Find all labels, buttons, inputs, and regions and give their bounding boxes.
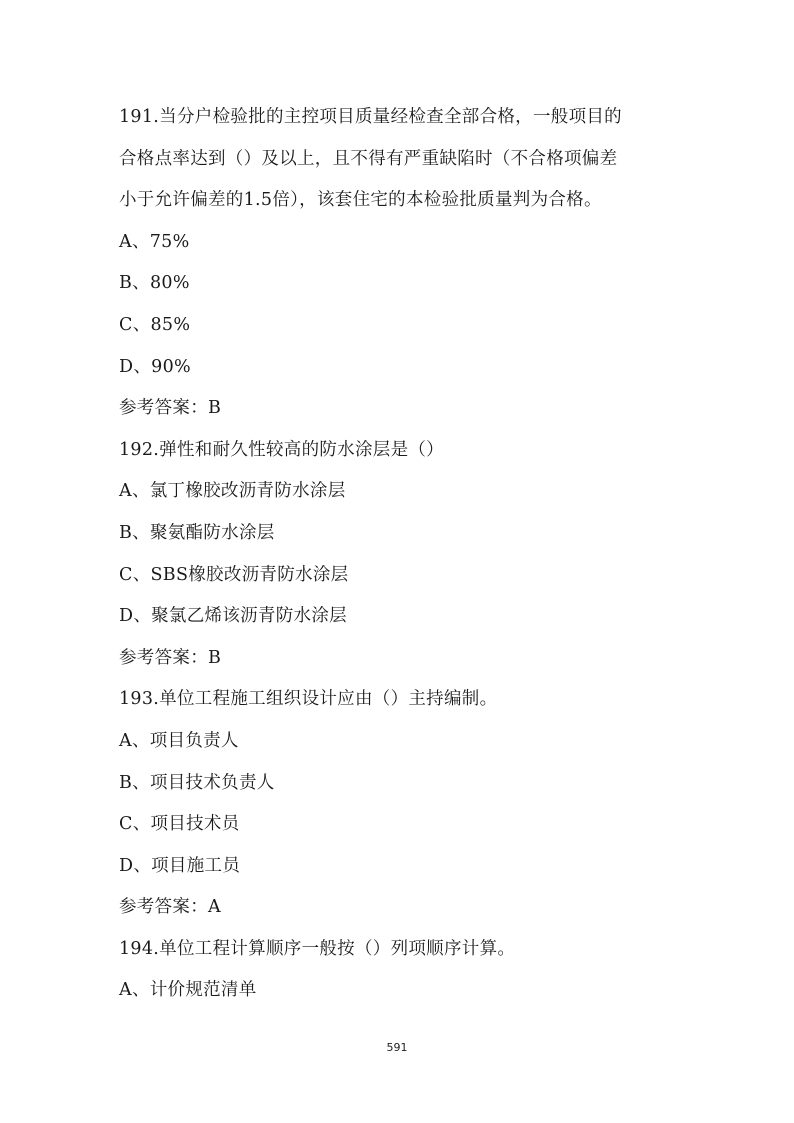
question-stem-line: 合格点率达到（）及以上，且不得有严重缺陷时（不合格项偏差 [119, 148, 618, 169]
question-192 [119, 430, 679, 680]
answer-option-b: B、聚氨酯防水涂层 [119, 522, 275, 543]
answer-option-d: D、项目施工员 [119, 855, 241, 876]
question-list [119, 97, 679, 1012]
answer-option-c: C、SBS橡胶改沥青防水涂层 [119, 564, 349, 585]
question-194 [119, 929, 679, 1012]
question-stem-line: 192.弹性和耐久性较高的防水涂层是（） [119, 439, 444, 460]
question-stem-line: 小于允许偏差的1.5倍），该套住宅的本检验批质量判为合格。 [119, 190, 602, 211]
answer-option-c: C、85% [119, 314, 191, 335]
answer-option-a: A、项目负责人 [119, 730, 239, 751]
question-stem-line: 194.单位工程计算顺序一般按（）列项顺序计算。 [119, 938, 516, 959]
answer-option-d: D、90% [119, 356, 191, 377]
question-stem-line: 193.单位工程施工组织设计应由（）主持编制。 [119, 689, 498, 710]
reference-answer: 参考答案：B [119, 398, 222, 419]
answer-option-a: A、氯丁橡胶改沥青防水涂层 [119, 481, 346, 502]
answer-option-b: B、80% [119, 273, 190, 294]
question-193 [119, 679, 679, 929]
answer-option-c: C、项目技术员 [119, 814, 240, 835]
answer-option-b: B、项目技术负责人 [119, 772, 275, 793]
answer-option-d: D、聚氯乙烯该沥青防水涂层 [119, 606, 347, 627]
reference-answer: 参考答案：B [119, 647, 222, 668]
question-191 [119, 97, 679, 430]
answer-option-a: A、计价规范清单 [119, 980, 257, 1001]
page-number: 591 [386, 1041, 408, 1054]
question-stem-line: 191.当分户检验批的主控项目质量经检查全部合格，一般项目的 [119, 107, 622, 127]
reference-answer: 参考答案：A [119, 897, 221, 918]
answer-option-a: A、75% [119, 231, 190, 252]
